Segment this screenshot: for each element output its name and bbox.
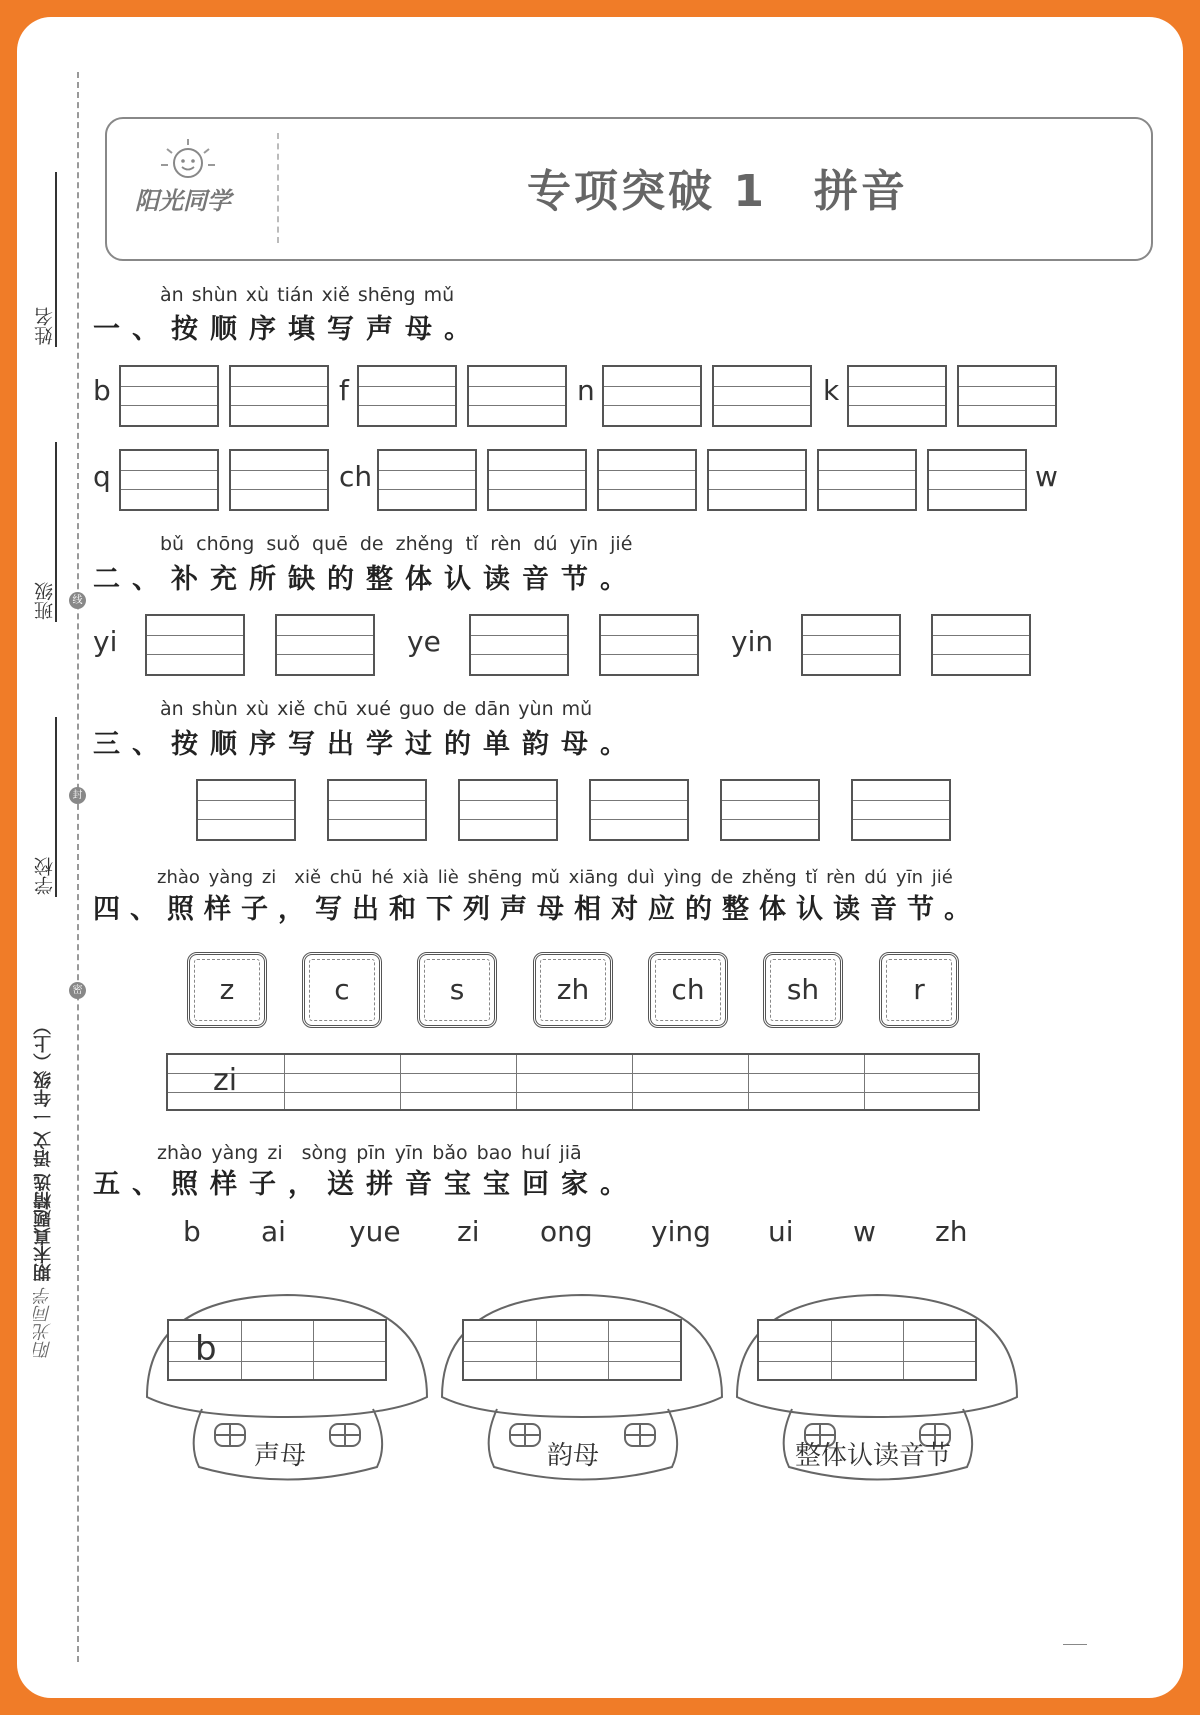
house-grid-consonant[interactable] bbox=[167, 1319, 387, 1381]
write-box[interactable] bbox=[707, 449, 807, 511]
worksheet-page bbox=[17, 17, 1183, 1698]
write-box[interactable] bbox=[602, 365, 702, 427]
write-box[interactable] bbox=[801, 614, 901, 676]
house-grid-whole-syllable[interactable] bbox=[757, 1319, 977, 1381]
consonant-card: z bbox=[187, 952, 267, 1028]
consonant-card: ch bbox=[648, 952, 728, 1028]
section-4-pinyin: zhào yàng zi xiě chū hé xià liè shēng mǔ xiāng duì yìng de zhěng tǐ rèn dú yīn jié bbox=[157, 867, 953, 888]
answer-grid[interactable] bbox=[166, 1053, 980, 1111]
syllable-label: ye bbox=[407, 625, 441, 658]
write-box[interactable] bbox=[931, 614, 1031, 676]
consonant-card: s bbox=[417, 952, 497, 1028]
pinyin-syllable: zh bbox=[935, 1215, 968, 1248]
name-label: 姓名 bbox=[34, 307, 56, 345]
letter-label: k bbox=[823, 374, 840, 407]
write-box[interactable] bbox=[327, 779, 427, 841]
class-label: 班级 bbox=[34, 582, 56, 620]
section-1-title: 一、按顺序填写声母。 bbox=[93, 314, 483, 345]
letter-label: w bbox=[1035, 460, 1058, 493]
pinyin-syllable: b bbox=[183, 1215, 201, 1248]
consonant-card: zh bbox=[533, 952, 613, 1028]
write-box[interactable] bbox=[597, 449, 697, 511]
brand-side: 阳光同学 bbox=[33, 1287, 54, 1359]
page-title: 专项突破 1 拼音 bbox=[527, 166, 908, 217]
letter-label: b bbox=[93, 374, 111, 407]
pinyin-syllable: w bbox=[853, 1215, 876, 1248]
house-example: b bbox=[195, 1329, 217, 1369]
syllable-label: yin bbox=[731, 625, 774, 658]
write-box[interactable] bbox=[275, 614, 375, 676]
corner-mark bbox=[1063, 1644, 1087, 1645]
write-box[interactable] bbox=[357, 365, 457, 427]
pinyin-syllable: ai bbox=[261, 1215, 286, 1248]
consonant-card: c bbox=[302, 952, 382, 1028]
section-2-title: 二、补充所缺的整体认读音节。 bbox=[93, 564, 639, 595]
pinyin-syllable: zi bbox=[457, 1215, 480, 1248]
write-box[interactable] bbox=[720, 779, 820, 841]
cut-mark: 密 bbox=[69, 982, 86, 999]
pinyin-syllable: ying bbox=[651, 1215, 711, 1248]
section-2-pinyin: bǔ chōng suǒ quē de zhěng tǐ rèn dú yīn jié bbox=[160, 533, 633, 555]
section-5-title: 五、照样子，送拼音宝宝回家。 bbox=[93, 1169, 639, 1200]
write-box[interactable] bbox=[712, 365, 812, 427]
consonant-card: sh bbox=[763, 952, 843, 1028]
school-label: 学校 bbox=[34, 857, 56, 895]
sun-logo-icon bbox=[153, 137, 223, 185]
section-3-pinyin: àn shùn xù xiě chū xué guo de dān yùn mǔ bbox=[160, 698, 593, 720]
cut-line bbox=[77, 72, 79, 1662]
house-label: 声母 bbox=[254, 1441, 307, 1471]
pinyin-syllable: ui bbox=[768, 1215, 794, 1248]
example-answer: zi bbox=[213, 1063, 238, 1098]
write-box[interactable] bbox=[487, 449, 587, 511]
write-box[interactable] bbox=[589, 779, 689, 841]
letter-label: ch bbox=[339, 460, 373, 493]
write-box[interactable] bbox=[119, 365, 219, 427]
letter-label: q bbox=[93, 460, 111, 493]
section-3-title: 三、按顺序写出学过的单韵母。 bbox=[93, 729, 639, 760]
write-box[interactable] bbox=[817, 449, 917, 511]
pinyin-syllable: ong bbox=[540, 1215, 593, 1248]
syllable-label: yi bbox=[93, 625, 118, 658]
write-box[interactable] bbox=[927, 449, 1027, 511]
house-label: 韵母 bbox=[547, 1441, 600, 1471]
write-box[interactable] bbox=[847, 365, 947, 427]
header-divider bbox=[277, 133, 279, 243]
write-box[interactable] bbox=[469, 614, 569, 676]
section-1-pinyin: àn shùn xù tián xiě shēng mǔ bbox=[160, 284, 455, 306]
write-box[interactable] bbox=[196, 779, 296, 841]
section-4-title: 四、照样子，写出和下列声母相对应的整体认读音节。 bbox=[93, 894, 981, 925]
write-box[interactable] bbox=[229, 449, 329, 511]
house-label: 整体认读音节 bbox=[795, 1441, 952, 1471]
write-box[interactable] bbox=[377, 449, 477, 511]
write-box[interactable] bbox=[957, 365, 1057, 427]
write-box[interactable] bbox=[467, 365, 567, 427]
section-5-pinyin: zhào yàng zi sòng pīn yīn bǎo bao huí jiā bbox=[157, 1142, 582, 1164]
consonant-card: r bbox=[879, 952, 959, 1028]
pinyin-syllable: yue bbox=[349, 1215, 401, 1248]
letter-label: n bbox=[577, 374, 595, 407]
write-box[interactable] bbox=[229, 365, 329, 427]
write-box[interactable] bbox=[458, 779, 558, 841]
write-box[interactable] bbox=[145, 614, 245, 676]
header-banner bbox=[105, 117, 1153, 261]
book-title: 期末真题精选 语文 一年级（上） bbox=[33, 1017, 54, 1282]
cut-mark: 封 bbox=[69, 787, 86, 804]
write-box[interactable] bbox=[119, 449, 219, 511]
cut-mark: 线 bbox=[69, 592, 86, 609]
letter-label: f bbox=[339, 374, 349, 407]
logo-text: 阳光同学 bbox=[135, 187, 231, 215]
house-grid-vowel[interactable] bbox=[462, 1319, 682, 1381]
write-box[interactable] bbox=[599, 614, 699, 676]
write-box[interactable] bbox=[851, 779, 951, 841]
